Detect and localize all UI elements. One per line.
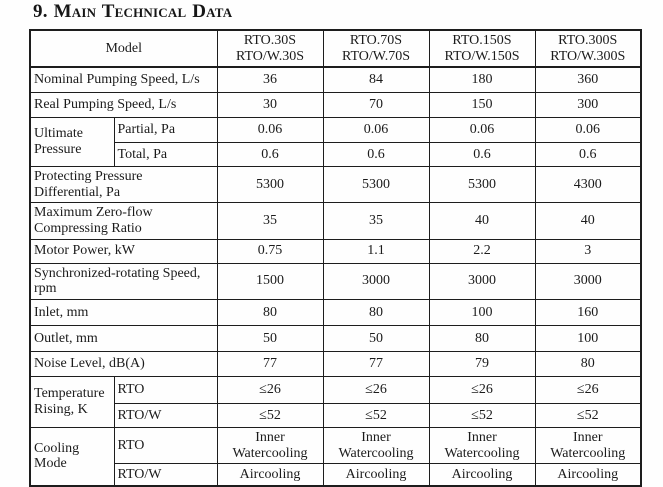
model-name-w: RTO/W.30S — [235, 48, 304, 64]
model-col-header — [535, 30, 641, 67]
value-cell: 40 — [429, 203, 535, 239]
row-label: Maximum Zero-flow Compressing Ratio — [30, 203, 217, 239]
page-title: 9. Main Technical Data — [33, 1, 233, 22]
value-cell: 1500 — [217, 263, 323, 299]
table-row — [30, 166, 641, 202]
value-cell: ≤52 — [217, 403, 323, 427]
value-cell: 35 — [323, 203, 429, 239]
model-col-header — [429, 30, 535, 67]
value-cell: Aircooling — [217, 464, 323, 486]
value-cell: ≤26 — [535, 376, 641, 403]
value-cell: 70 — [323, 92, 429, 117]
value-cell: 0.06 — [217, 117, 323, 142]
value-cell: Inner Watercooling — [217, 427, 323, 463]
value-cell: Aircooling — [429, 464, 535, 486]
model-name: RTO.150S — [452, 33, 512, 48]
table-row — [30, 464, 641, 486]
model-name-w: RTO/W.300S — [550, 48, 626, 64]
value-cell: 1.1 — [323, 239, 429, 263]
table-row — [30, 203, 641, 239]
value-cell: 3000 — [323, 263, 429, 299]
table-row — [30, 427, 641, 463]
value-cell: Inner Watercooling — [429, 427, 535, 463]
value-cell: ≤52 — [429, 403, 535, 427]
value-cell: 0.6 — [217, 142, 323, 166]
value-cell: 35 — [217, 203, 323, 239]
group-label-temperature-rising: Temperature Rising, K — [30, 376, 114, 427]
value-cell: 0.6 — [323, 142, 429, 166]
value-cell: 5300 — [429, 166, 535, 202]
value-cell: 0.75 — [217, 239, 323, 263]
value-cell: 180 — [429, 67, 535, 92]
table-row — [30, 403, 641, 427]
value-cell: 30 — [217, 92, 323, 117]
value-cell: 3000 — [535, 263, 641, 299]
table-row — [30, 299, 641, 325]
row-label: Real Pumping Speed, L/s — [30, 92, 217, 117]
value-cell: 0.06 — [323, 117, 429, 142]
value-cell: 360 — [535, 67, 641, 92]
table-row — [30, 325, 641, 351]
sub-label: RTO/W — [114, 403, 217, 427]
value-cell: 150 — [429, 92, 535, 117]
table-row — [30, 351, 641, 376]
row-label: Inlet, mm — [30, 299, 217, 325]
table-row — [30, 92, 641, 117]
value-cell: 40 — [535, 203, 641, 239]
model-name-w: RTO/W.70S — [341, 48, 410, 64]
value-cell: 77 — [323, 351, 429, 376]
row-label: Noise Level, dB(A) — [30, 351, 217, 376]
model-name: RTO.30S — [243, 33, 297, 48]
value-cell: Aircooling — [535, 464, 641, 486]
value-cell: 77 — [217, 351, 323, 376]
sub-label: Partial, Pa — [114, 117, 217, 142]
value-cell: ≤26 — [217, 376, 323, 403]
value-cell: 300 — [535, 92, 641, 117]
sub-label: RTO/W — [114, 464, 217, 486]
value-cell: 0.6 — [535, 142, 641, 166]
row-label: Nominal Pumping Speed, L/s — [30, 67, 217, 92]
table-row — [30, 30, 641, 67]
value-cell: Inner Watercooling — [535, 427, 641, 463]
model-header-cell: Model — [30, 30, 217, 67]
model-col-header — [323, 30, 429, 67]
value-cell: 0.6 — [429, 142, 535, 166]
model-col-header — [217, 30, 323, 67]
table-row — [30, 376, 641, 403]
value-cell: 80 — [429, 325, 535, 351]
value-cell: 160 — [535, 299, 641, 325]
value-cell: ≤26 — [429, 376, 535, 403]
sub-label: RTO — [114, 376, 217, 403]
sub-label: Total, Pa — [114, 142, 217, 166]
value-cell: 0.06 — [429, 117, 535, 142]
value-cell: 4300 — [535, 166, 641, 202]
table-row — [30, 263, 641, 299]
value-cell: 5300 — [217, 166, 323, 202]
value-cell: 80 — [535, 351, 641, 376]
row-label: Synchronized-rotating Speed, rpm — [30, 263, 217, 299]
value-cell: 50 — [323, 325, 429, 351]
value-cell: 3000 — [429, 263, 535, 299]
row-label: Motor Power, kW — [30, 239, 217, 263]
table-row — [30, 117, 641, 142]
value-cell: Aircooling — [323, 464, 429, 486]
value-cell: ≤26 — [323, 376, 429, 403]
value-cell: Inner Watercooling — [323, 427, 429, 463]
table-row — [30, 67, 641, 92]
group-label-cooling-mode: Cooling Mode — [30, 427, 114, 485]
value-cell: 36 — [217, 67, 323, 92]
value-cell: 100 — [535, 325, 641, 351]
value-cell: ≤52 — [535, 403, 641, 427]
value-cell: 84 — [323, 67, 429, 92]
value-cell: 2.2 — [429, 239, 535, 263]
value-cell: 100 — [429, 299, 535, 325]
sub-label: RTO — [114, 427, 217, 463]
value-cell: 0.06 — [535, 117, 641, 142]
value-cell: 80 — [217, 299, 323, 325]
value-cell: ≤52 — [323, 403, 429, 427]
value-cell: 3 — [535, 239, 641, 263]
group-label-ultimate-pressure: Ultimate Pressure — [30, 117, 114, 166]
table-row — [30, 239, 641, 263]
value-cell: 79 — [429, 351, 535, 376]
main-technical-data-table — [29, 29, 642, 487]
row-label: Outlet, mm — [30, 325, 217, 351]
value-cell: 50 — [217, 325, 323, 351]
model-name-w: RTO/W.150S — [444, 48, 520, 64]
value-cell: 5300 — [323, 166, 429, 202]
model-name: RTO.300S — [558, 33, 618, 48]
row-label: Protecting Pressure Differential, Pa — [30, 166, 217, 202]
table-row — [30, 142, 641, 166]
value-cell: 80 — [323, 299, 429, 325]
model-name: RTO.70S — [349, 33, 403, 48]
